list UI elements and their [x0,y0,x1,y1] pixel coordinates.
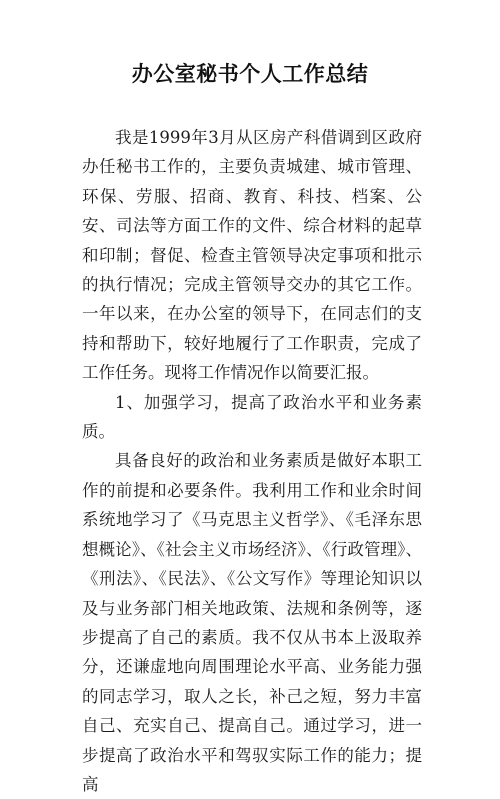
document-title: 办公室秘书个人工作总结 [131,62,369,86]
paragraph-intro: 我是1999年3月从区房产科借调到区政府办任秘书工作的，主要负责城建、城市管理、环保、劳服、招商、教育、科技、档案、公安、司法等方面工作的文件、综合材料的起草和印制；督促、检查主管领导决定事项和批示的执行情况；完成主管领导交办的其它工作。一年以来，在办公室的领导下，在同志们的支持和帮助下，较好地履行了工作职责，完成了工作任务。现将工作情况作以简要汇报。 [82,128,422,383]
document-body [82,123,422,799]
paragraph-study: 具备良好的政治和业务素质是做好本职工作的前提和必要条件。我利用工作和业余时间系统地学习了《马克思主义哲学》、《毛泽东思想概论》、《社会主义市场经济》、《行政管理》、《刑法》、《民法》、《公文写作》等理论知识以及与业务部门相关地政策、法规和条例等，逐步提高了自己的素质。我不仅从书本上汲取养分，还谦虚地向周围理论水平高、业务能力强的同志学习，取人之长，补己之短，努力丰富自己、充实自己、提高自己。通过学习，进一步提高了政治水平和驾驭实际工作的能力；提高 [82,451,422,794]
paragraph-section-heading: 1、加强学习，提高了政治水平和业务素质。 [82,392,422,442]
